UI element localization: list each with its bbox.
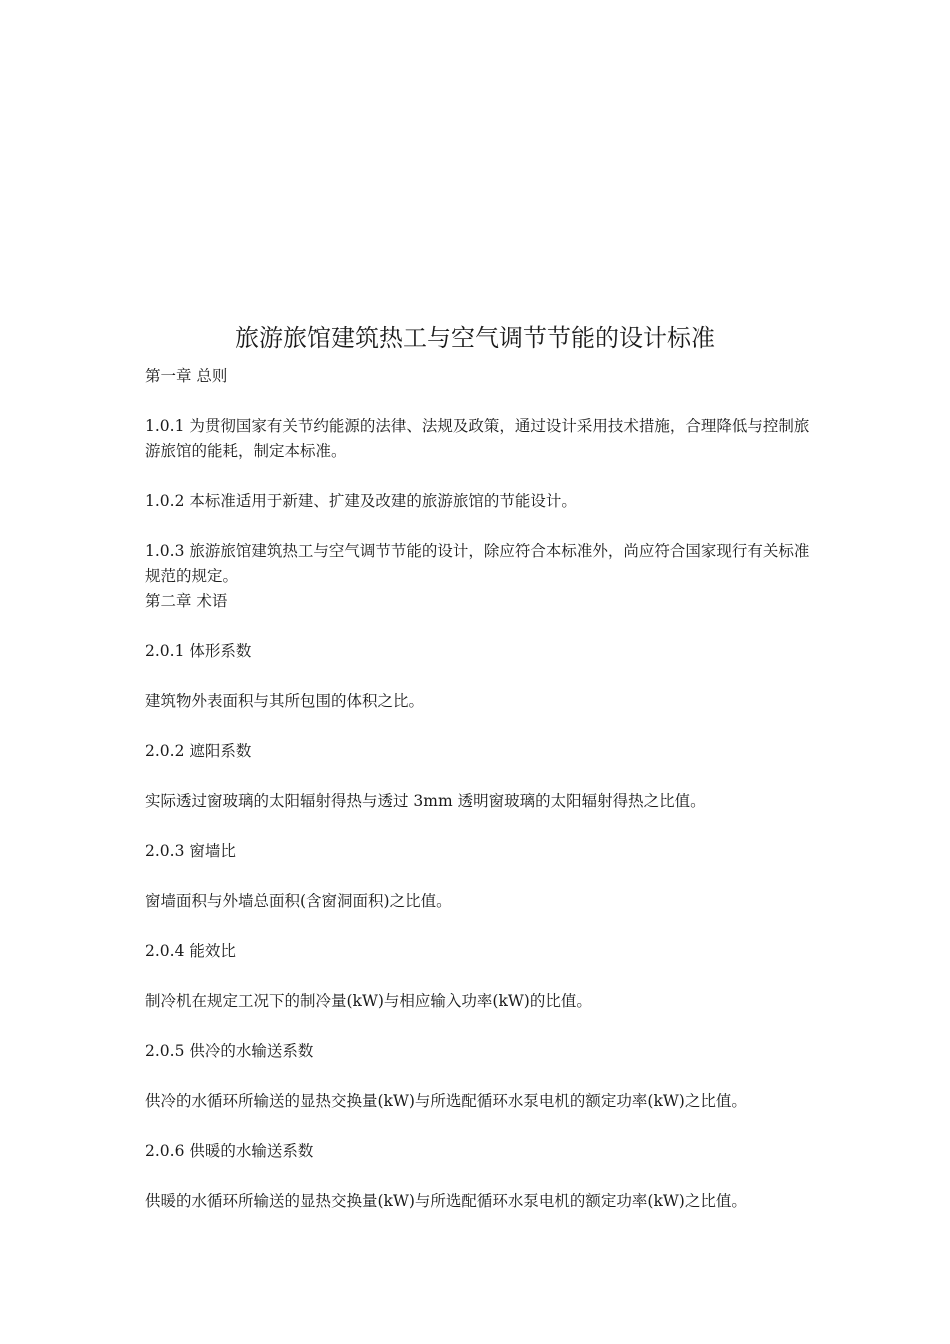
- document-title: 旅游旅馆建筑热工与空气调节节能的设计标准: [235, 324, 715, 352]
- spacer: [145, 614, 810, 639]
- spacer: [145, 814, 810, 839]
- term-2-0-5: 2.0.5 供冷的水输送系数: [145, 1042, 314, 1060]
- spacer: [145, 464, 810, 489]
- definition-2-0-1: 建筑物外表面积与其所包围的体积之比。: [145, 692, 425, 710]
- definition-2-0-2: 实际透过窗玻璃的太阳辐射得热与透过 3mm 透明窗玻璃的太阳辐射得热之比值。: [145, 792, 706, 810]
- spacer: [145, 1064, 810, 1089]
- term-2-0-6: 2.0.6 供暖的水输送系数: [145, 1142, 314, 1160]
- spacer: [145, 514, 810, 539]
- spacer: [145, 764, 810, 789]
- term-2-0-3: 2.0.3 窗墙比: [145, 842, 236, 860]
- spacer: [145, 389, 810, 414]
- spacer: [145, 1014, 810, 1039]
- definition-2-0-6: 供暖的水循环所输送的显热交换量(kW)与所选配循环水泵电机的额定功率(kW)之比值。: [145, 1192, 747, 1210]
- spacer: [145, 664, 810, 689]
- clause-1-0-2: 1.0.2 本标准适用于新建、扩建及改建的旅游旅馆的节能设计。: [145, 492, 577, 510]
- chapter-2-heading: 第二章 术语: [145, 592, 228, 610]
- spacer: [145, 1114, 810, 1139]
- clause-1-0-3: 1.0.3 旅游旅馆建筑热工与空气调节节能的设计，除应符合本标准外，尚应符合国家现行有关标准规范的规定。: [145, 542, 810, 585]
- spacer: [145, 1164, 810, 1189]
- term-2-0-2: 2.0.2 遮阳系数: [145, 742, 252, 760]
- spacer: [145, 914, 810, 939]
- spacer: [145, 864, 810, 889]
- term-2-0-4: 2.0.4 能效比: [145, 942, 236, 960]
- definition-2-0-4: 制冷机在规定工况下的制冷量(kW)与相应输入功率(kW)的比值。: [145, 992, 592, 1010]
- spacer: [145, 964, 810, 989]
- term-2-0-1: 2.0.1 体形系数: [145, 642, 252, 660]
- spacer: [145, 714, 810, 739]
- clause-1-0-1: 1.0.1 为贯彻国家有关节约能源的法律、法规及政策，通过设计采用技术措施，合理降低与控制旅游旅馆的能耗，制定本标准。: [145, 417, 810, 460]
- document-body: [145, 364, 810, 1214]
- definition-2-0-3: 窗墙面积与外墙总面积(含窗洞面积)之比值。: [145, 892, 452, 910]
- definition-2-0-5: 供冷的水循环所输送的显热交换量(kW)与所选配循环水泵电机的额定功率(kW)之比值。: [145, 1092, 747, 1110]
- chapter-1-heading: 第一章 总则: [145, 367, 228, 385]
